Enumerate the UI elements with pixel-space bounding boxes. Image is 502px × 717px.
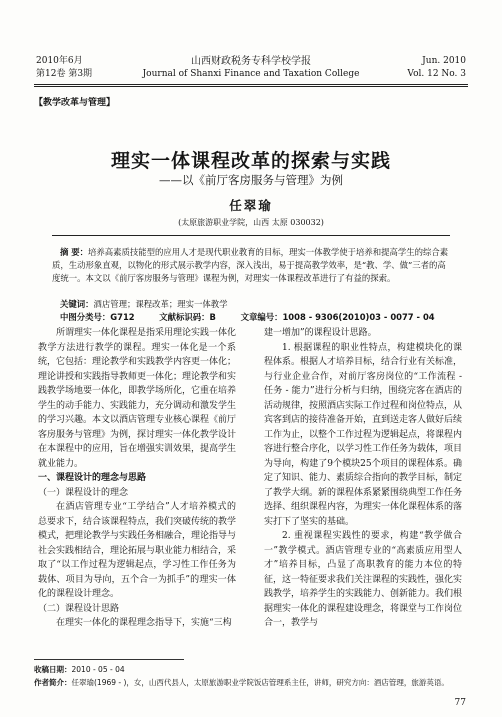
keywords-label: 关键词： (60, 299, 94, 309)
body-paragraph: 2. 重视课程实践性的要求，构建“教学做合一”教学模式。酒店管理专业的“高素质应用型人才”培养目标，凸显了高职教育的能力本位的特征，这一特征要求我们关注课程的实践性，强化实践教学，培养学生的实践能力、创新能力。我们根据理实一体化的课程建设理念，将课堂与工作岗位合一，教学与 (264, 531, 463, 628)
body-paragraph: 在理实一体化的课程理念指导下，实施“三构 (56, 618, 232, 628)
author-bio: 任翠瑜(1969 - )，女，山西代县人，太原旅游职业学院饭店管理系主任，讲师，研究方向：酒店管理，旅游英语。 (71, 678, 449, 687)
article-subtitle: ——以《前厅客房服务与管理》为例 (159, 173, 343, 187)
journal-name-en: Journal of Shanxi Finance and Taxation College (142, 69, 360, 79)
footnote-author (34, 677, 474, 688)
column-tag: 【教学改革与管理】 (34, 98, 116, 108)
subsection-heading: （一）课程设计的理念 (38, 487, 129, 498)
page-number: 77 (454, 698, 466, 708)
body-left-column (38, 326, 236, 631)
classification-row (60, 311, 435, 323)
footnote-rule (34, 659, 184, 660)
body-right-column (264, 326, 462, 631)
received-date: 2010 - 05 - 04 (71, 665, 125, 674)
footnote-received (34, 664, 125, 675)
header-volume: 第12卷 第3期 (36, 69, 93, 79)
body-paragraph: 1. 根据课程的职业性特点，构建模块化的课程体系。根据人才培养目标，结合行业有关标准，与行业企业合作，对前厅客房岗位的“工作流程 - 任务 - 能力”进行分析与归纳，围绕完客在酒店的活动规律，按照酒店实际工作过程和岗位特点，从宾客到店的接待准备开始，直到送走客人做好后续工作为止，以整个工作过程为逻辑起点，将课程内容进行整合序化，以学习性工作任务为载体，项目为导向，构建了9个模块25个项目的课程体系。确定了知识、能力、素质综合指向的教学目标，制定了教学大纲。新的课程体系紧紧围绕典型工作任务选择、组织课程内容，为理实一体化课程体系的落实打下了坚实的基础。 (264, 342, 463, 527)
article-id: 文章编号：1008 - 9306(2010)03 - 0077 - 04 (240, 312, 435, 322)
header-date: 2010年6月 (36, 56, 83, 66)
author-affiliation: (太原旅游职业学院，山西 太原 030032) (178, 218, 324, 227)
abstract (52, 246, 452, 284)
article-title: 理实一体课程改革的探索与实践 (110, 150, 391, 172)
author-name: 任翠瑜 (229, 198, 273, 213)
body-paragraph: 在酒店管理专业“工学结合”人才培养模式的总要求下，结合该课程特点，我们突破传统的教学模式，把理论教学与实践任务相融合，理论指导与社会实践相结合，理论拓展与职业能力相结合，采取了“以工作过程为逻辑起点，学习性工作任务为载体、项目为导向，五个合一为抓手”的理实一体化的课程设计理念。 (38, 502, 237, 599)
subsection-heading: （二）课程设计思路 (38, 603, 120, 614)
subsection-heading: 建一增加”的课程设计思路。 (264, 328, 377, 338)
header-volume-en: Vol. 12 No. 3 (407, 69, 466, 79)
header-month-en: Jun. 2010 (422, 56, 466, 66)
header-rule-double (34, 86, 468, 87)
received-label: 收稿日期： (34, 665, 72, 674)
abstract-label: 摘 要： (60, 247, 89, 257)
section-heading: 一、课程设计的理念与思路 (38, 473, 147, 483)
abstract-top-rule (52, 235, 450, 236)
classification-number: 中图分类号：G712 (60, 312, 135, 322)
abstract-text: 培养高素质技能型的应用人才是现代职业教育的目标，理实一体教学使于培养和提高学生的综合素质，生动形象直观，以物化的形式展示教学内容，深入浅出，易于提高教学效率，是“教、学、做”三者的高度统一。本文以《前厅客房服务与管理》课程为例，对理实一体课程改革进行了有益的探索。 (52, 247, 449, 283)
keywords (60, 298, 228, 310)
header-rule (34, 84, 468, 85)
body-paragraph: 所谓理实一体化课程是指采用理论实践一体化教学方法进行教学的课程。理实一体化是一个系统，它包括：理论教学和实践教学内容更一体化；理论讲授和实践指导教师更一体化；理论教学和实践教学场地要一体化，即教学场所化，它重在培养学生的动手能力、实践能力，充分调动和激发学生的学习兴趣。本文以酒店管理专业核心课程《前厅客房服务与管理》为例，探讨理实一体化教学设计在本课程中的应用，旨在增强实训效果，提高学生就业能力。 (38, 328, 237, 469)
document-code: 文献标识码：B (159, 312, 216, 322)
keywords-text: 酒店管理；课程改革；理实一体教学 (93, 299, 228, 309)
journal-name-cn: 山西财政税务专科学校学报 (191, 56, 311, 67)
author-bio-label: 作者简介： (34, 678, 72, 687)
